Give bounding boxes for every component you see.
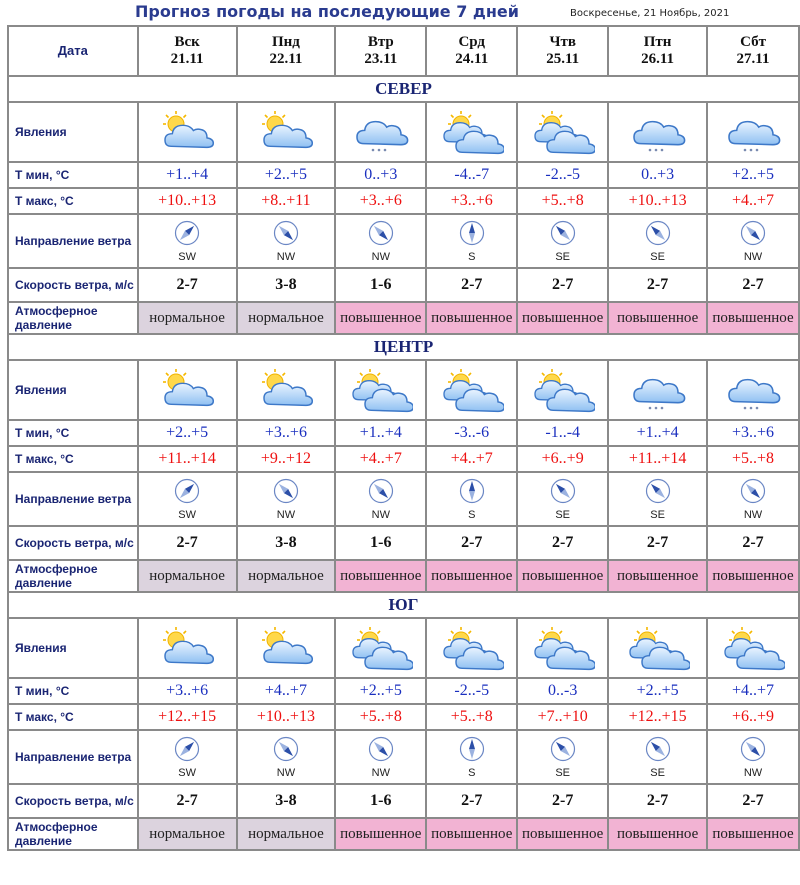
wind-compass-icon (459, 736, 485, 766)
wind-block (708, 736, 798, 779)
day-name: Птн (643, 34, 672, 50)
day-name: Чтв (549, 34, 576, 50)
wind-speed-value: 3-8 (238, 527, 335, 559)
wind-block (518, 478, 607, 521)
wind-dir-cell (518, 731, 607, 783)
pressure-value: повышенное (609, 561, 706, 591)
wind-dir-row (9, 215, 798, 267)
wind-dir-cell (336, 473, 425, 525)
wind-dir-cell (518, 215, 607, 267)
wind-dir-value: S (468, 250, 476, 263)
sun-cloud-icon (238, 367, 335, 413)
tmax-value: +9..+12 (238, 447, 335, 471)
pressure-value: повышенное (518, 303, 607, 333)
day-header-5 (609, 27, 706, 75)
phenomena-label: Явления (9, 619, 137, 677)
pressure-value: повышенное (518, 561, 607, 591)
tmin-value: +2..+5 (139, 421, 236, 445)
weather-cell (139, 103, 236, 161)
pressure-value: нормальное (238, 561, 335, 591)
sun-clouds-icon (518, 109, 607, 155)
wind-block (139, 220, 236, 263)
tmin-label: Т мин, °С (9, 679, 137, 703)
tmax-value: +4..+7 (708, 189, 798, 213)
tmin-value: -2..-5 (427, 679, 516, 703)
tmin-value: +1..+4 (336, 421, 425, 445)
wind-speed-value: 1-6 (336, 785, 425, 817)
sun-cloud-icon (238, 109, 335, 155)
weather-cell (427, 103, 516, 161)
wind-dir-value: NW (371, 508, 390, 521)
day-name: Втр (367, 34, 394, 50)
day-date: 27.11 (736, 51, 770, 67)
weather-cell (708, 619, 798, 677)
wind-speed-value: 2-7 (427, 785, 516, 817)
tmax-value: +5..+8 (518, 189, 607, 213)
wind-dir-value: SW (178, 766, 196, 779)
wind-compass-icon (550, 736, 576, 766)
day-date: 23.11 (364, 51, 398, 67)
pressure-value: повышенное (708, 303, 798, 333)
wind-dir-cell (336, 731, 425, 783)
wind-compass-icon (273, 736, 299, 766)
weather-cell (238, 619, 335, 677)
tmax-row (9, 447, 798, 471)
tmin-value: +3..+6 (238, 421, 335, 445)
pressure-row (9, 303, 798, 333)
sun-clouds-icon (427, 625, 516, 671)
day-name: Пнд (271, 34, 300, 50)
forecast-table (7, 25, 800, 851)
day-header-0 (139, 27, 236, 75)
wind-dir-value: NW (371, 250, 390, 263)
wind-speed-label: Скорость ветра, м/с (9, 269, 137, 301)
wind-speed-value: 3-8 (238, 269, 335, 301)
pressure-row (9, 819, 798, 849)
wind-dir-cell (238, 473, 335, 525)
day-date: 22.11 (269, 51, 303, 67)
wind-compass-icon (459, 220, 485, 250)
header-row (9, 27, 798, 75)
tmin-row (9, 421, 798, 445)
wind-block (238, 478, 335, 521)
wind-dir-value: SE (650, 250, 665, 263)
wind-dir-value: NW (276, 766, 296, 779)
wind-compass-icon (174, 478, 200, 508)
wind-dir-value: SE (555, 250, 571, 263)
wind-compass-icon (459, 478, 485, 508)
wind-speed-value: 2-7 (708, 269, 798, 301)
cloud-snow-icon (708, 367, 798, 413)
tmin-value: -4..-7 (427, 163, 516, 187)
wind-compass-icon (740, 736, 766, 766)
tmax-value: +11..+14 (609, 447, 706, 471)
wind-block (708, 478, 798, 521)
wind-block (336, 478, 425, 521)
wind-compass-icon (368, 736, 394, 766)
wind-dir-row (9, 731, 798, 783)
tmax-value: +6..+9 (518, 447, 607, 471)
tmax-value: +5..+8 (336, 705, 425, 729)
cloud-snow-icon (336, 109, 425, 155)
day-header-3 (427, 27, 516, 75)
wind-block (139, 736, 236, 779)
wind-compass-icon (368, 478, 394, 508)
sun-cloud-icon (139, 367, 236, 413)
wind-dir-value: NW (743, 508, 763, 521)
phenomena-row (9, 103, 798, 161)
cloud-snow-icon (708, 109, 798, 155)
region-row (9, 77, 798, 101)
day-name: Срд (458, 34, 486, 50)
wind-dir-cell (518, 473, 607, 525)
weather-cell (336, 103, 425, 161)
wind-block (518, 220, 607, 263)
sun-clouds-icon (518, 367, 607, 413)
phenomena-label: Явления (9, 361, 137, 419)
weather-cell (238, 361, 335, 419)
wind-speed-row (9, 527, 798, 559)
tmax-value: +5..+8 (427, 705, 516, 729)
wind-dir-value: NW (371, 766, 390, 779)
wind-dir-label: Направление ветра (9, 473, 137, 525)
sun-clouds-icon (609, 625, 706, 671)
wind-block (427, 478, 516, 521)
wind-dir-value: NW (276, 250, 296, 263)
tmax-value: +10..+13 (609, 189, 706, 213)
weather-cell (427, 361, 516, 419)
pressure-value: повышенное (336, 561, 425, 591)
day-date: 26.11 (641, 51, 675, 67)
phenomena-label: Явления (9, 103, 137, 161)
wind-block (427, 220, 516, 263)
wind-dir-cell (238, 731, 335, 783)
wind-dir-value: SE (555, 508, 571, 521)
pressure-value: нормальное (139, 303, 236, 333)
wind-dir-cell (708, 731, 798, 783)
weather-cell (518, 619, 607, 677)
pressure-value: нормальное (139, 561, 236, 591)
tmax-value: +12..+15 (609, 705, 706, 729)
wind-compass-icon (740, 478, 766, 508)
region-row (9, 335, 798, 359)
pressure-value: нормальное (238, 303, 335, 333)
wind-block (708, 220, 798, 263)
tmin-value: +2..+5 (609, 679, 706, 703)
day-date: 25.11 (546, 51, 580, 67)
tmax-value: +7..+10 (518, 705, 607, 729)
wind-compass-icon (273, 220, 299, 250)
date-header-label: Дата (9, 27, 137, 75)
tmin-row (9, 163, 798, 187)
wind-block (609, 220, 706, 263)
tmax-row (9, 189, 798, 213)
wind-dir-cell (238, 215, 335, 267)
tmin-value: -1..-4 (518, 421, 607, 445)
sun-clouds-icon (708, 625, 798, 671)
tmin-value: +2..+5 (336, 679, 425, 703)
wind-dir-value: SE (650, 508, 665, 521)
weather-cell (518, 361, 607, 419)
pressure-label: Атмосферное давление (9, 561, 137, 591)
sun-cloud-icon (139, 625, 236, 671)
wind-speed-value: 2-7 (139, 527, 236, 559)
tmin-value: +4..+7 (708, 679, 798, 703)
wind-speed-value: 1-6 (336, 527, 425, 559)
tmax-value: +12..+15 (139, 705, 236, 729)
weather-cell (708, 103, 798, 161)
tmin-row (9, 679, 798, 703)
wind-speed-value: 2-7 (609, 785, 706, 817)
wind-dir-row (9, 473, 798, 525)
tmax-value: +8..+11 (238, 189, 335, 213)
tmin-value: +3..+6 (708, 421, 798, 445)
wind-speed-value: 2-7 (609, 527, 706, 559)
region-title: ЮГ (9, 593, 798, 617)
wind-compass-icon (740, 220, 766, 250)
wind-dir-value: NW (743, 250, 763, 263)
tmax-row (9, 705, 798, 729)
pressure-label: Атмосферное давление (9, 819, 137, 849)
day-header-1 (238, 27, 335, 75)
wind-speed-row (9, 785, 798, 817)
tmax-value: +10..+13 (238, 705, 335, 729)
day-header-6 (708, 27, 798, 75)
wind-speed-value: 2-7 (609, 269, 706, 301)
weather-cell (139, 361, 236, 419)
wind-dir-cell (609, 731, 706, 783)
wind-speed-value: 2-7 (427, 269, 516, 301)
wind-dir-cell (139, 215, 236, 267)
tmax-label: Т макс, °С (9, 447, 137, 471)
tmax-value: +3..+6 (336, 189, 425, 213)
wind-block (336, 736, 425, 779)
cloud-snow-icon (609, 109, 706, 155)
tmin-value: 0..-3 (518, 679, 607, 703)
wind-dir-value: S (468, 508, 476, 521)
pressure-value: нормальное (238, 819, 335, 849)
pressure-value: повышенное (427, 819, 516, 849)
tmin-value: +4..+7 (238, 679, 335, 703)
wind-dir-cell (708, 473, 798, 525)
wind-compass-icon (645, 478, 671, 508)
tmin-value: +2..+5 (708, 163, 798, 187)
tmin-value: 0..+3 (336, 163, 425, 187)
tmin-value: +2..+5 (238, 163, 335, 187)
wind-speed-value: 2-7 (708, 527, 798, 559)
wind-dir-value: SW (178, 250, 196, 263)
wind-speed-value: 2-7 (139, 269, 236, 301)
tmax-value: +6..+9 (708, 705, 798, 729)
wind-block (139, 478, 236, 521)
pressure-value: повышенное (609, 303, 706, 333)
wind-block (518, 736, 607, 779)
wind-speed-value: 2-7 (708, 785, 798, 817)
wind-compass-icon (550, 220, 576, 250)
wind-block (238, 220, 335, 263)
wind-dir-label: Направление ветра (9, 731, 137, 783)
wind-speed-label: Скорость ветра, м/с (9, 785, 137, 817)
tmin-value: +1..+4 (609, 421, 706, 445)
wind-compass-icon (273, 478, 299, 508)
wind-dir-cell (427, 215, 516, 267)
tmin-value: +3..+6 (139, 679, 236, 703)
wind-speed-value: 2-7 (518, 269, 607, 301)
wind-dir-value: S (468, 766, 476, 779)
pressure-row (9, 561, 798, 591)
weather-cell (518, 103, 607, 161)
day-name: Сбт (740, 34, 766, 50)
pressure-value: повышенное (336, 303, 425, 333)
wind-block (609, 736, 706, 779)
title-bar (0, 0, 800, 26)
wind-speed-value: 3-8 (238, 785, 335, 817)
sun-clouds-icon (427, 109, 516, 155)
pressure-value: нормальное (139, 819, 236, 849)
wind-dir-value: SE (555, 766, 571, 779)
pressure-label: Атмосферное давление (9, 303, 137, 333)
wind-dir-label: Направление ветра (9, 215, 137, 267)
tmin-value: -2..-5 (518, 163, 607, 187)
wind-dir-value: SE (650, 766, 665, 779)
wind-dir-cell (139, 731, 236, 783)
day-name: Вск (174, 34, 200, 50)
tmax-value: +4..+7 (336, 447, 425, 471)
wind-dir-cell (609, 473, 706, 525)
weather-cell (609, 103, 706, 161)
pressure-value: повышенное (708, 561, 798, 591)
tmin-label: Т мин, °С (9, 421, 137, 445)
tmin-label: Т мин, °С (9, 163, 137, 187)
wind-dir-cell (336, 215, 425, 267)
tmax-value: +4..+7 (427, 447, 516, 471)
tmin-value: 0..+3 (609, 163, 706, 187)
pressure-value: повышенное (609, 819, 706, 849)
sun-clouds-icon (427, 367, 516, 413)
wind-speed-label: Скорость ветра, м/с (9, 527, 137, 559)
wind-dir-cell (708, 215, 798, 267)
tmax-label: Т макс, °С (9, 189, 137, 213)
wind-block (238, 736, 335, 779)
sun-clouds-icon (518, 625, 607, 671)
wind-dir-cell (609, 215, 706, 267)
sun-clouds-icon (336, 367, 425, 413)
wind-block (427, 736, 516, 779)
wind-compass-icon (645, 220, 671, 250)
wind-speed-row (9, 269, 798, 301)
weather-cell (336, 619, 425, 677)
wind-dir-cell (427, 473, 516, 525)
pressure-value: повышенное (708, 819, 798, 849)
day-header-2 (336, 27, 425, 75)
day-date: 21.11 (170, 51, 204, 67)
tmax-value: +11..+14 (139, 447, 236, 471)
wind-speed-value: 1-6 (336, 269, 425, 301)
wind-compass-icon (174, 220, 200, 250)
wind-speed-value: 2-7 (518, 785, 607, 817)
current-date: Воскресенье, 21 Ноябрь, 2021 (570, 8, 730, 19)
weather-cell (609, 361, 706, 419)
wind-compass-icon (174, 736, 200, 766)
weather-cell (427, 619, 516, 677)
pressure-value: повышенное (518, 819, 607, 849)
weather-cell (336, 361, 425, 419)
pressure-value: повышенное (427, 303, 516, 333)
tmin-value: -3..-6 (427, 421, 516, 445)
pressure-value: повышенное (427, 561, 516, 591)
wind-dir-cell (139, 473, 236, 525)
weather-cell (708, 361, 798, 419)
day-header-4 (518, 27, 607, 75)
wind-compass-icon (645, 736, 671, 766)
sun-cloud-icon (238, 625, 335, 671)
wind-dir-value: SW (178, 508, 196, 521)
phenomena-row (9, 361, 798, 419)
weather-cell (238, 103, 335, 161)
wind-compass-icon (550, 478, 576, 508)
region-title: СЕВЕР (9, 77, 798, 101)
sun-clouds-icon (336, 625, 425, 671)
wind-block (336, 220, 425, 263)
region-row (9, 593, 798, 617)
wind-dir-value: NW (276, 508, 296, 521)
wind-speed-value: 2-7 (518, 527, 607, 559)
cloud-snow-icon (609, 367, 706, 413)
phenomena-row (9, 619, 798, 677)
region-title: ЦЕНТР (9, 335, 798, 359)
wind-compass-icon (368, 220, 394, 250)
weather-cell (609, 619, 706, 677)
tmax-value: +10..+13 (139, 189, 236, 213)
sun-cloud-icon (139, 109, 236, 155)
pressure-value: повышенное (336, 819, 425, 849)
wind-block (609, 478, 706, 521)
tmax-value: +3..+6 (427, 189, 516, 213)
tmax-value: +5..+8 (708, 447, 798, 471)
wind-dir-value: NW (743, 766, 763, 779)
weather-cell (139, 619, 236, 677)
page-title: Прогноз погоды на последующие 7 дней (135, 2, 519, 21)
wind-speed-value: 2-7 (139, 785, 236, 817)
wind-dir-cell (427, 731, 516, 783)
day-date: 24.11 (455, 51, 489, 67)
wind-speed-value: 2-7 (427, 527, 516, 559)
tmin-value: +1..+4 (139, 163, 236, 187)
tmax-label: Т макс, °С (9, 705, 137, 729)
